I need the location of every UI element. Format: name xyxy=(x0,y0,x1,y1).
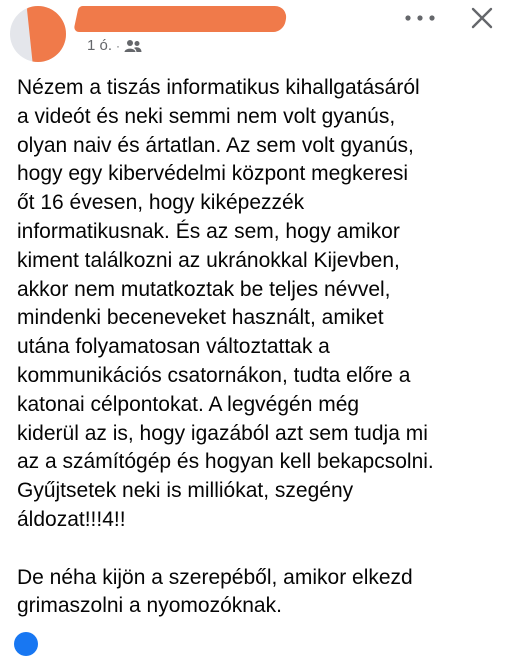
post-text-line: az a számítógép és hogyan kell bekapcsolni. xyxy=(17,450,434,474)
avatar-redaction xyxy=(26,6,66,62)
close-button[interactable] xyxy=(462,0,502,36)
post-text-line: olyan naiv és ártatlan. Az sem volt gyanús, xyxy=(17,133,414,157)
avatar[interactable] xyxy=(10,6,66,62)
post-text-line: informatikusnak. És az sem, hogy amikor xyxy=(17,219,400,243)
post-text xyxy=(17,74,503,621)
post-text-line: kommunikációs csatornákon, tudta előre a xyxy=(17,363,411,387)
post-text-line: kiderül az is, hogy igazából azt sem tudja mi xyxy=(17,421,428,445)
post-text-line: mindenki beceneveket használt, amiket xyxy=(17,306,384,330)
more-dots-icon xyxy=(404,14,436,22)
more-options-button[interactable] xyxy=(402,6,438,30)
post-text-line: Gyűjtsetek neki is milliókat, szegény xyxy=(17,479,354,503)
post-text-line: őt 16 évesen, hogy kiképezzék xyxy=(17,191,305,215)
post-text-line: katonai célpontokat. A legvégén még xyxy=(17,392,360,416)
post-text-line: áldozat!!!4!! xyxy=(17,507,126,531)
post-time[interactable]: 1 ó. xyxy=(87,37,113,54)
post-text-line: De néha kijön a szerepéből, amikor elkezd xyxy=(17,565,413,589)
post-meta xyxy=(87,37,142,54)
post-text-line: utána folyamatosan változtattak a xyxy=(17,335,330,359)
reaction-icon xyxy=(14,632,38,656)
post-text-line: grimaszolni a nyomozóknak. xyxy=(17,594,282,618)
post-text-line: Nézem a tiszás informatikus kihallgatásáról xyxy=(17,76,420,99)
close-icon xyxy=(470,6,494,30)
post-text-line: akkor nem mutatkoztak be teljes névvel, xyxy=(17,277,391,301)
post-text-line: hogy egy kibervédelmi központ megkeresi xyxy=(17,162,409,186)
friends-icon[interactable] xyxy=(124,38,142,54)
post-text-line xyxy=(17,535,503,564)
post-text-line: a videót és neki semmi nem volt gyanús, xyxy=(17,104,396,128)
author-name-redacted[interactable] xyxy=(73,6,289,32)
post-text-line: kiment találkozni az ukránokkal Kijevben, xyxy=(17,248,400,272)
meta-separator: · xyxy=(116,38,121,53)
